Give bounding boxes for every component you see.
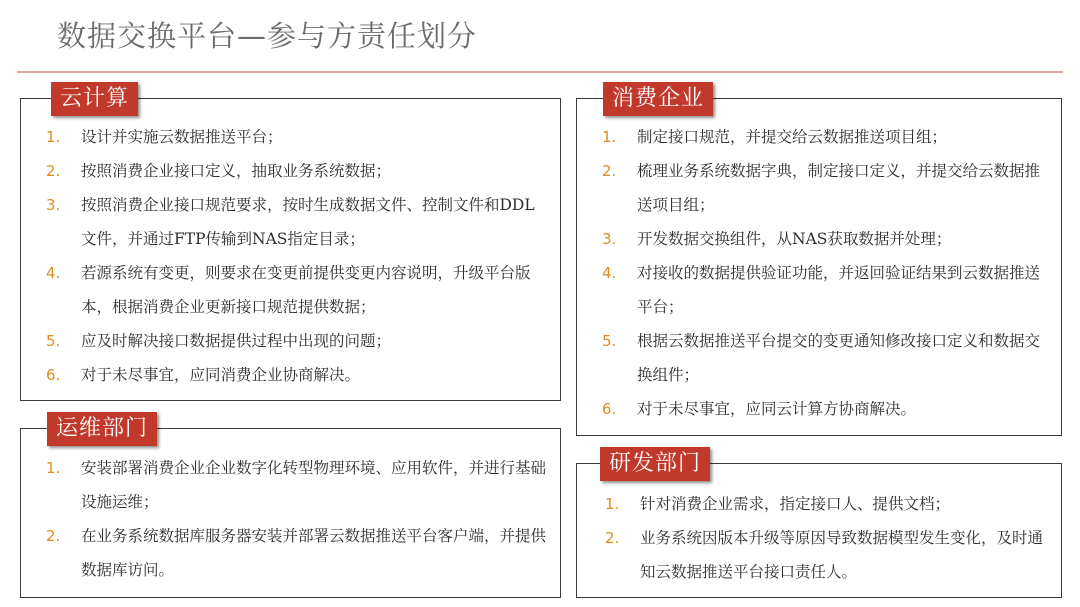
- item-number: 4.: [602, 264, 617, 282]
- item-text: 按照消费企业接口定义，抽取业务系统数据；: [81, 162, 392, 180]
- list-item: [605, 521, 1049, 589]
- list-item: [602, 324, 1046, 392]
- item-text: 对接收的数据提供验证功能，并返回验证结果到云数据推送平台；: [637, 264, 1041, 316]
- item-number: 3.: [46, 196, 61, 214]
- item-number: 2.: [602, 162, 617, 180]
- list-item: [602, 392, 1046, 426]
- ops-section-label: 运维部门: [47, 412, 157, 446]
- consumer-section-label: 消费企业: [603, 82, 713, 116]
- ops-item-list: [46, 451, 546, 587]
- item-text: 根据云数据推送平台提交的变更通知修改接口定义和数据交换组件；: [637, 332, 1041, 384]
- item-number: 2.: [46, 162, 61, 180]
- list-item: [605, 487, 1049, 521]
- list-item: [46, 324, 546, 358]
- rd-item-list: [605, 487, 1049, 589]
- item-text: 应及时解决接口数据提供过程中出现的问题；: [81, 332, 392, 350]
- rd-section-label: 研发部门: [600, 447, 710, 481]
- list-item: [602, 256, 1046, 324]
- item-number: 1.: [602, 128, 617, 146]
- item-text: 对于未尽事宜，应同云计算方协商解决。: [637, 400, 917, 418]
- item-number: 5.: [602, 332, 617, 350]
- item-text: 业务系统因版本升级等原因导致数据模型发生变化，及时通知云数据推送平台接口责任人。: [640, 529, 1044, 581]
- list-item: [46, 256, 546, 324]
- item-text: 设计并实施云数据推送平台；: [81, 128, 283, 146]
- list-item: [46, 120, 546, 154]
- item-text: 梳理业务系统数据字典，制定接口定义，并提交给云数据推送项目组；: [637, 162, 1041, 214]
- list-item: [602, 222, 1046, 256]
- item-text: 在业务系统数据库服务器安装并部署云数据推送平台客户端，并提供数据库访问。: [81, 527, 547, 579]
- item-number: 3.: [602, 230, 617, 248]
- item-number: 6.: [602, 400, 617, 418]
- list-item: [602, 154, 1046, 222]
- item-number: 6.: [46, 366, 61, 384]
- item-text: 安装部署消费企业企业数字化转型物理环境、应用软件，并进行基础设施运维；: [81, 459, 547, 511]
- item-number: 1.: [46, 459, 61, 477]
- list-item: [46, 154, 546, 188]
- list-item: [602, 120, 1046, 154]
- item-number: 2.: [605, 529, 620, 547]
- item-text: 开发数据交换组件，从NAS获取数据并处理；: [637, 230, 952, 248]
- item-number: 4.: [46, 264, 61, 282]
- title-divider: [17, 71, 1063, 73]
- item-number: 2.: [46, 527, 61, 545]
- item-text: 若源系统有变更，则要求在变更前提供变更内容说明，升级平台版本，根据消费企业更新接口规范提供数据；: [81, 264, 531, 316]
- item-number: 1.: [605, 495, 620, 513]
- list-item: [46, 451, 546, 519]
- cloud-section-label: 云计算: [51, 82, 138, 116]
- item-text: 针对消费企业需求，指定接口人、提供文档；: [640, 495, 951, 513]
- list-item: [46, 519, 546, 587]
- list-item: [46, 358, 546, 392]
- list-item: [46, 188, 546, 256]
- consumer-item-list: [602, 120, 1046, 426]
- page-title: 数据交换平台—参与方责任划分: [57, 19, 478, 53]
- item-text: 对于未尽事宜，应同消费企业协商解决。: [81, 366, 361, 384]
- item-text: 按照消费企业接口规范要求，按时生成数据文件、控制文件和DDL文件，并通过FTP传输到NAS指定目录；: [81, 196, 535, 248]
- item-text: 制定接口规范，并提交给云数据推送项目组；: [637, 128, 948, 146]
- item-number: 5.: [46, 332, 61, 350]
- item-number: 1.: [46, 128, 61, 146]
- cloud-item-list: [46, 120, 546, 392]
